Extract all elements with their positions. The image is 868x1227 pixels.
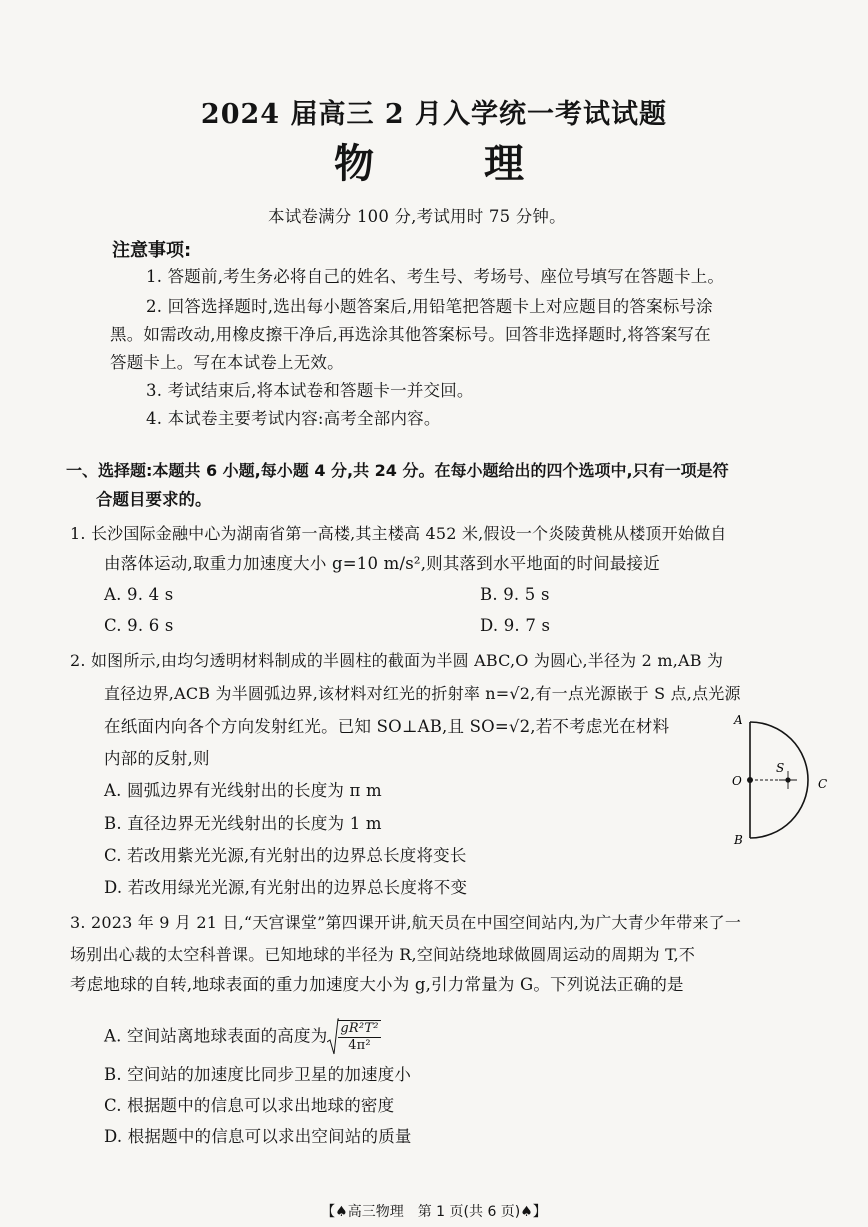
option-b: B. 空间站的加速度比同步卫星的加速度小	[104, 1065, 412, 1084]
option-d: D. 若改用绿光光源,有光射出的边界总长度将不变	[104, 878, 468, 897]
notice-line: 3. 考试结束后,将本试卷和答题卡一并交回。	[146, 381, 474, 400]
point-a-label: A	[734, 713, 743, 727]
question-2-text: 直径边界,ACB 为半圆弧边界,该材料对红光的折射率 n=√2,有一点光源嵌于 S 点,点光源	[104, 684, 741, 703]
notice-line: 黑。如需改动,用橡皮擦干净后,再选涂其他答案标号。回答非选择题时,将答案写在	[110, 325, 711, 344]
point-b-label: B	[734, 833, 743, 847]
option-d: D. 根据题中的信息可以求出空间站的质量	[104, 1127, 412, 1146]
fraction-numerator: gR²T²	[340, 1021, 379, 1036]
option-c: C. 9. 6 s	[104, 616, 174, 635]
notice-heading: 注意事项:	[112, 240, 192, 261]
fraction-denominator: 4π²	[348, 1038, 371, 1053]
point-c-label: C	[818, 777, 828, 791]
question-1-text: 由落体运动,取重力加速度大小 g=10 m/s²,则其落到水平地面的时间最接近	[104, 554, 660, 573]
question-2-text: 在纸面内向各个方向发射红光。已知 SO⊥AB,且 SO=√2,若不考虑光在材料	[104, 717, 670, 736]
option-a-prefix: A. 空间站离地球表面的高度为	[104, 1026, 328, 1046]
notice-line: 1. 答题前,考生务必将自己的姓名、考生号、考场号、座位号填写在答题卡上。	[146, 267, 725, 286]
point-o-label: O	[732, 774, 742, 788]
option-a: A. 9. 4 s	[104, 585, 174, 604]
option-c: C. 根据题中的信息可以求出地球的密度	[104, 1096, 395, 1115]
option-c: C. 若改用紫光光源,有光射出的边界总长度将变长	[104, 846, 467, 865]
option-b: B. 9. 5 s	[480, 585, 550, 604]
section-heading: 一、选择题:本题共 6 小题,每小题 4 分,共 24 分。在每小题给出的四个选项中,只有一项是符	[66, 461, 729, 480]
section-heading: 合题目要求的。	[96, 490, 212, 509]
question-3-text: 3. 2023 年 9 月 21 日,“天宫课堂”第四课开讲,航天员在中国空间站内,为广大青少年带来了一	[70, 913, 742, 932]
option-b: B. 直径边界无光线射出的长度为 1 m	[104, 814, 382, 833]
page-footer: 【♠高三物理 第 1 页(共 6 页)♠】	[321, 1204, 547, 1220]
exam-title: 2024 届高三 2 月入学统一考试试题	[200, 99, 668, 130]
question-3-text: 考虑地球的自转,地球表面的重力加速度大小为 g,引力常量为 G。下列说法正确的是	[70, 975, 684, 994]
option-a	[104, 1018, 381, 1056]
question-2-text: 内部的反射,则	[104, 749, 210, 768]
sqrt-expression	[327, 1018, 380, 1056]
question-2-text: 2. 如图所示,由均匀透明材料制成的半圆柱的截面为半圆 ABC,O 为圆心,半径为 2 m,AB 为	[70, 651, 724, 670]
exam-meta: 本试卷满分 100 分,考试用时 75 分钟。	[268, 207, 566, 226]
subject-title: 物 理	[334, 140, 534, 187]
point-s-label: S	[776, 761, 785, 775]
option-d: D. 9. 7 s	[480, 616, 551, 635]
notice-line: 2. 回答选择题时,选出每小题答案后,用铅笔把答题卡上对应题目的答案标号涂	[146, 297, 713, 316]
semicircle-diagram	[728, 712, 838, 848]
notice-line: 答题卡上。写在本试卷上无效。	[110, 353, 344, 372]
option-a: A. 圆弧边界有光线射出的长度为 π m	[104, 781, 382, 800]
notice-line: 4. 本试卷主要考试内容:高考全部内容。	[146, 409, 441, 428]
question-3-text: 场别出心裁的太空科普课。已知地球的半径为 R,空间站绕地球做圆周运动的周期为 T,不	[70, 945, 696, 964]
question-1-text: 1. 长沙国际金融中心为湖南省第一高楼,其主楼高 452 米,假设一个炎陵黄桃从楼顶开始做自	[70, 524, 727, 543]
